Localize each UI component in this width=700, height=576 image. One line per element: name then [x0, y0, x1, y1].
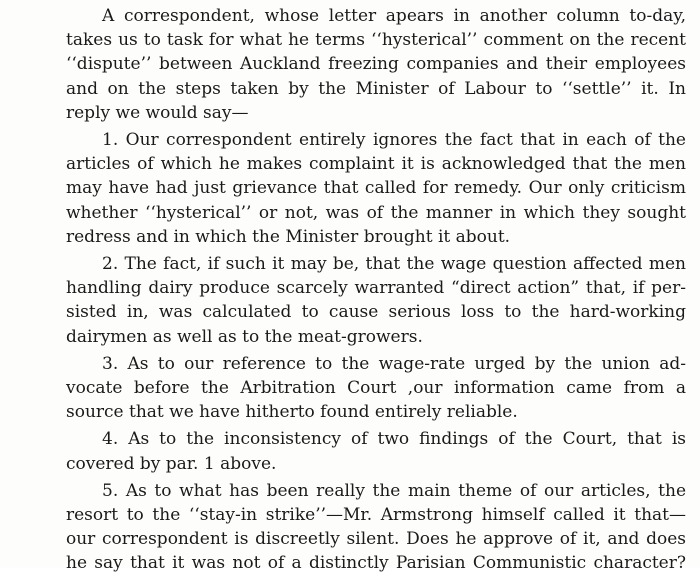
text-line: 5. As to what has been really the main theme of our articles, the [102, 480, 686, 501]
text-line: 2. The fact, if such it may be, that the wage question affected men [102, 254, 686, 275]
point-5-paragraph [30, 479, 686, 576]
point-4-paragraph [30, 427, 686, 475]
text-line: ‘‘dispute’’ between Auckland freezing companies and their employees [66, 54, 686, 75]
text-line: source that we have hitherto found entirely reliable. [66, 402, 518, 423]
text-line: resort to the ‘‘stay-in strike’’—Mr. Armstrong himself called it that— [66, 505, 686, 526]
text-line: redress and in which the Minister brought it about. [66, 226, 511, 247]
text-line: A correspondent, whose letter apears in another column to-day, [102, 6, 686, 26]
text-line: dairymen as well as to the meat-growers. [66, 326, 423, 347]
text-line: may have had just grievance that called for remedy. Our only criticism [66, 178, 686, 199]
text-line: sisted in, was calculated to cause serious loss to the hard-working [66, 302, 686, 323]
point-3-paragraph [30, 352, 686, 425]
text-line: articles of which he makes complaint it is acknowledged that the men [66, 154, 686, 175]
text-line: vocate before the Arbitration Court ,our information came from a [66, 378, 686, 399]
text-line: handling dairy produce scarcely warranted “direct action” that, if per- [66, 278, 686, 299]
text-line: 3. As to our reference to the wage-rate urged by the union ad- [102, 353, 686, 374]
intro-paragraph [30, 4, 686, 125]
text-line: he say that it was not of a distinctly Parisian Communistic character? [66, 553, 686, 574]
text-line: 1. Our correspondent entirely ignores the fact that in each of the [102, 130, 686, 151]
text-line: 4. As to the inconsistency of two findings of the Court, that is [102, 429, 686, 450]
text-line: whether ‘‘hysterical’’ or not, was of the manner in which they sought [66, 202, 686, 223]
text-line: reply we would say— [66, 102, 249, 123]
text-line: our correspondent is discreetly silent. Does he approve of it, and does [66, 529, 686, 550]
point-2-paragraph [30, 252, 686, 349]
point-1-paragraph [30, 128, 686, 249]
text-line: and on the steps taken by the Minister of Labour to ‘‘settle’’ it. In [66, 78, 686, 99]
text-line: takes us to task for what he terms ‘‘hysterical’’ comment on the recent [66, 30, 686, 51]
text-line: covered by par. 1 above. [66, 453, 277, 474]
